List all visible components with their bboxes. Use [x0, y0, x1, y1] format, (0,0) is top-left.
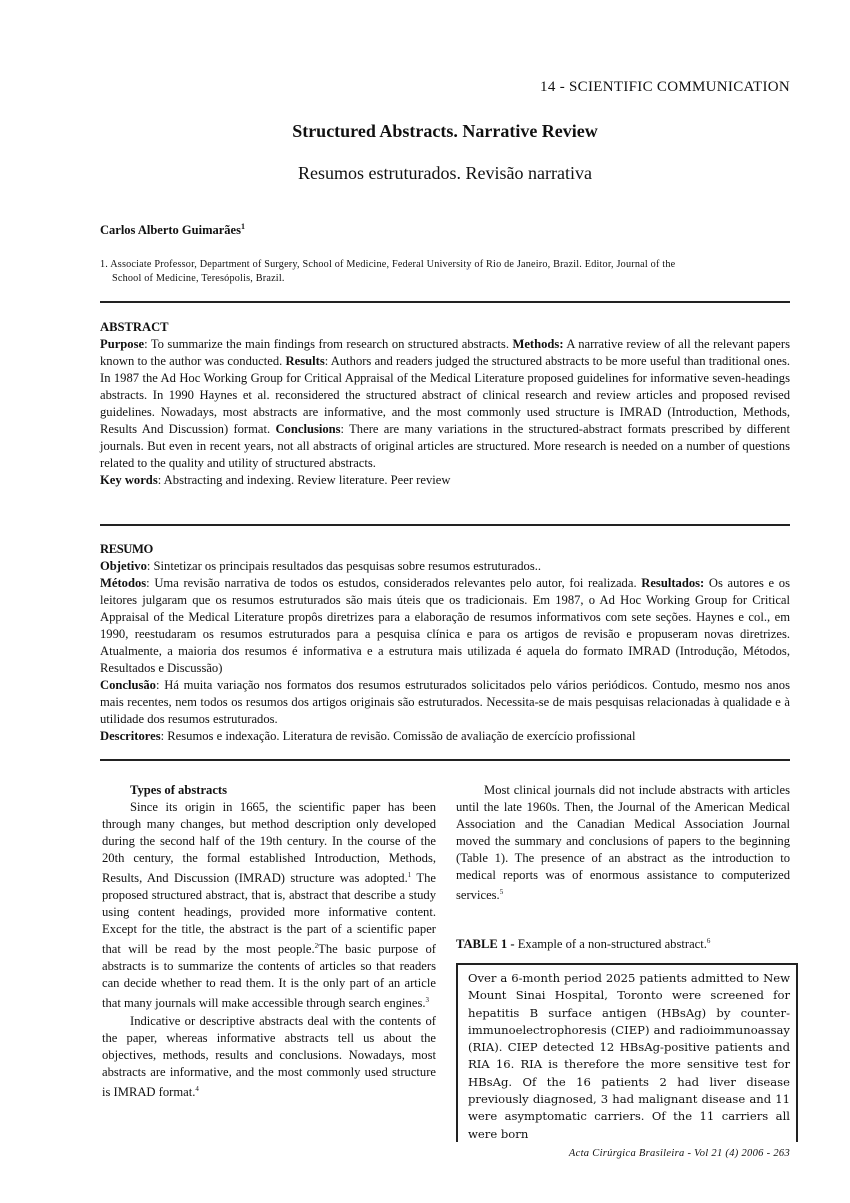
purpose-label: Purpose [100, 337, 145, 351]
affiliation-line-1: 1. Associate Professor, Department of Surgery, School of Medicine, Federal University of Rio de Janeiro, Brazil. Editor, Journal of the [100, 259, 676, 270]
left-p1-text-a: Since its origin in 1665, the scientific paper has been through many changes, but method description only developed during the second half of the 19th century. In the course of the 20th century, the formal established Introduction, Methods, Results, And Discussion (IMRAD) structure was adopted. [102, 800, 436, 886]
metodos-label: Métodos [100, 576, 147, 590]
table-label: TABLE 1 - [456, 937, 515, 952]
ref-3: 3 [425, 996, 429, 1005]
resumo-body [100, 575, 790, 677]
keywords-label: Key words [100, 473, 158, 487]
table-caption [456, 937, 710, 952]
abstract-body [100, 336, 790, 472]
left-p2-text: Indicative or descriptive abstracts deal with the contents of the paper, whereas informative abstracts tell us about the objectives, methods, results and conclusions. Nowadays, most abstracts are informative, and the most commonly used structure is IMRAD format. [102, 1013, 436, 1099]
table-1-box [456, 963, 798, 1142]
resumo-conclusao [100, 677, 790, 728]
left-p1-text-c: The basic purpose of abstracts is to summarize the contents of articles so that readers can decide whether to read them. It is the only part of an article that many journals will make accessible through search engines. [102, 942, 436, 1011]
left-paragraph-2 [102, 1013, 436, 1101]
right-paragraph-1 [456, 782, 790, 904]
divider-resumo [100, 759, 790, 761]
conclusao-text: : Há muita variação nos formatos dos resumos estruturados solicitados pelo vários periódicos. Contudo, mesmo nos anos mais recentes, nem todos os resumos dos artigos originais são estruturados. Necessita-se de mais pesquisas relacionadas à qualidade e à utilidade dos resumos estruturados. [100, 678, 790, 726]
left-column [102, 782, 436, 1101]
page-footer: Acta Cirúrgica Brasileira - Vol 21 (4) 2006 - 263 [568, 1148, 790, 1159]
objetivo-text: : Sintetizar os principais resultados das pesquisas sobre resumos estruturados.. [146, 559, 542, 573]
objetivo-label: Objetivo [100, 559, 147, 573]
right-p1-text: Most clinical journals did not include abstracts with articles until the late 1960s. Then, the Journal of the American Medical Association and the Canadian Medical Association Journal moved the summary and conclusions of papers to the beginning (Table 1). The presence of an abstract as the introduction to medical reports was of enormous assistance to computerized services. [456, 783, 790, 903]
resultados-text: Os autores e os leitores julgaram que os resumos estruturados são mais úteis que os tradicionais. Em 1987, o Ad Hoc Working Group for Critical Appraisal of the Medical Literature propôs diretrizes para a elaboração de resumos informativos com sete seções. Haynes e col., em 1990, reestudaram os resumos estruturados para a pesquisa clínica e para os artigos de revisão e propuseram novas diretrizes. Atualmente, a maioria dos resumos é informativa e a estrutura mais utilizada é aquela do formato IMRAD (Introdução, Métodos, Resultados e Discussão) [100, 576, 790, 675]
abstract-heading: ABSTRACT [100, 320, 169, 334]
author-affiliation [100, 258, 790, 286]
resultados-label: Resultados: [641, 576, 705, 590]
author-name [100, 222, 245, 238]
author-superscript: 1 [240, 222, 245, 231]
conclusions-label: Conclusions [275, 422, 341, 436]
article-title: Structured Abstracts. Narrative Review [292, 121, 598, 141]
resumo-descritores [100, 728, 790, 745]
section-heading-types: Types of abstracts [130, 783, 228, 797]
left-p1-text-b: The proposed structured abstract, that is, abstract that describe a study using content headings, provided more informative content. Except for the title, the abstract is the part of a scientific paper that will be read by the most people. [102, 871, 436, 957]
results-label: Results [285, 354, 325, 368]
resumo-heading: RESUMO [100, 542, 153, 556]
descritores-text: : Resumos e indexação. Literatura de revisão. Comissão de avaliação de exercício profissional [160, 729, 636, 743]
article-subtitle: Resumos estruturados. Revisão narrativa [298, 163, 592, 183]
keywords-line [100, 472, 790, 489]
conclusao-label: Conclusão [100, 678, 156, 692]
divider-top [100, 301, 790, 303]
ref-6: 6 [706, 937, 711, 945]
table-caption-text: Example of a non-structured abstract. [514, 937, 707, 952]
methods-label: Methods: [512, 337, 564, 351]
ref-4: 4 [195, 1084, 199, 1093]
descritores-label: Descritores [100, 729, 161, 743]
abstract-block [100, 319, 790, 489]
right-column [456, 782, 790, 904]
table-1-text: Over a 6-month period 2025 patients admitted to New Mount Sinai Hospital, Toronto were screened for hepatitis B surface antigen (HBsAg) by counter-immunoelectrophoresis (CIEP) and radioimmunoassay (RIA). CIEP detected 12 HBsAg-positive patients and RIA 16. RIA is therefore the more sensitive test for HBsAg. Of the 16 patients 2 had liver disease previously diagnosed, 3 had malignant disease and 11 were asymptomatic carriers. Of the 11 carriers all were born [468, 971, 790, 1141]
divider-abstract [100, 524, 790, 526]
resumo-objetivo [100, 558, 790, 575]
ref-5: 5 [499, 888, 504, 896]
affiliation-line-2: School of Medicine, Teresópolis, Brazil. [112, 273, 285, 284]
methods-text: A narrative review of all the relevant papers known to the author was conducted. [100, 337, 790, 368]
results-text: : Authors and readers judged the structured abstracts to be more useful than traditional ones. In 1987 the Ad Hoc Working Group for Critical Appraisal of the Medical Literature proposed guidelines for informative seven-headings abstracts. In 1990 Haynes et al. reconsidered the structured abstract of clinical research and review articles and proposed revised guidelines. Nowadays, most abstracts are informative, and the most commonly used structure is IMRAD (Introduction, Methods, Results And Discussion) format. [100, 354, 790, 436]
keywords-text: : Abstracting and indexing. Review literature. Peer review [157, 473, 451, 487]
ref-2: 2 [314, 942, 319, 951]
purpose-text: : To summarize the main findings from research on structured abstracts. [144, 337, 513, 351]
ref-1: 1 [407, 871, 412, 879]
author-name-text: Carlos Alberto Guimarães [100, 223, 241, 238]
left-paragraph-1 [102, 799, 436, 1013]
conclusions-text: : There are many variations in the structured-abstract formats prescribed by different journals. But even in recent years, not all abstracts of original articles are structured. More research is needed on a number of questions related to the quality and utility of structured abstracts. [100, 422, 790, 470]
metodos-text: : Uma revisão narrativa de todos os estudos, considerados relevantes pelo autor, foi realizada. [146, 576, 642, 590]
resumo-block [100, 541, 790, 745]
running-head: 14 - SCIENTIFIC COMMUNICATION [540, 79, 790, 95]
